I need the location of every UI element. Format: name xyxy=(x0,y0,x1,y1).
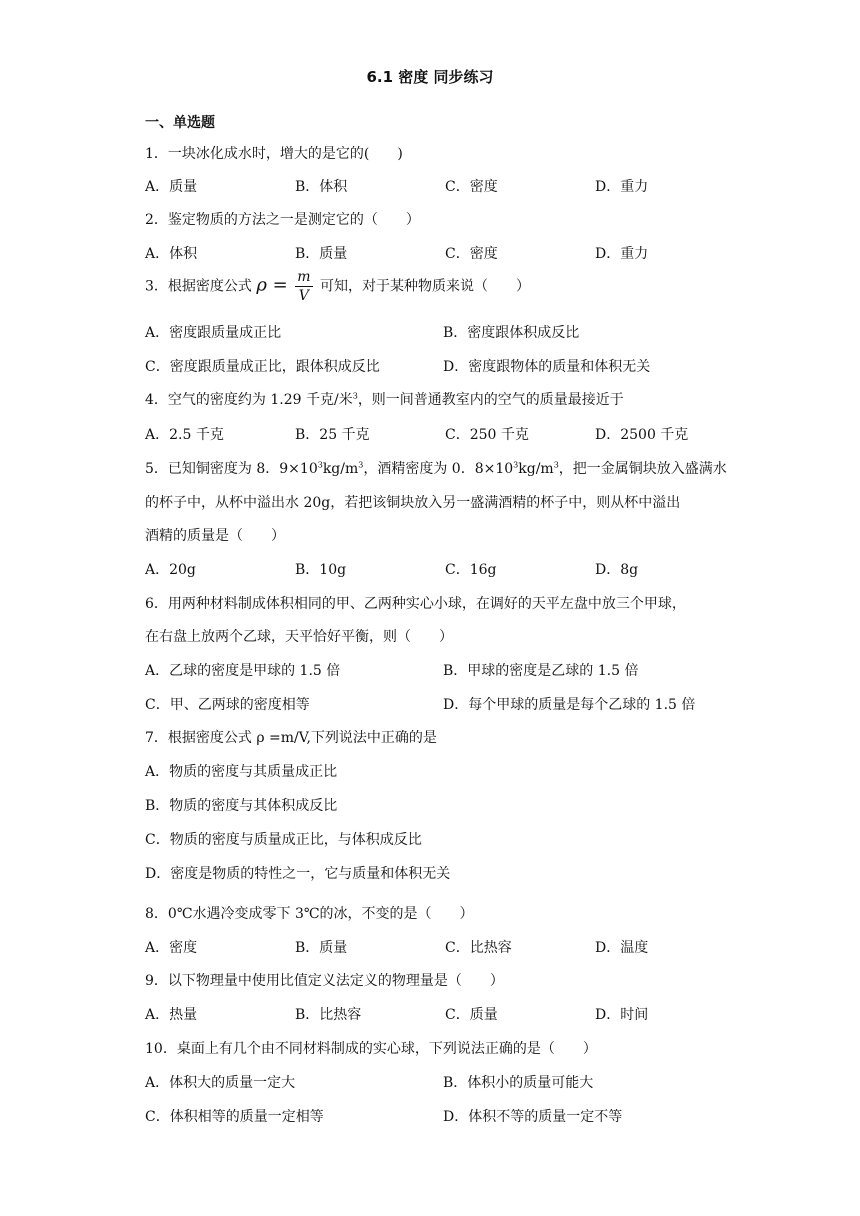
option-c[interactable]: C．16g xyxy=(445,562,497,578)
question-6 xyxy=(145,593,686,613)
option-d[interactable]: D．重力 xyxy=(595,179,649,195)
question-text-continued: ，把一金属铜块放入盛满水 xyxy=(558,461,727,477)
option-b[interactable]: B．10g xyxy=(295,562,347,578)
option-c[interactable]: C．物质的密度与质量成正比，与体积成反比 xyxy=(145,832,422,848)
option-d[interactable]: D．8g xyxy=(595,562,639,578)
question-2-options xyxy=(145,243,745,263)
question-6-options-row-1 xyxy=(145,660,745,680)
option-d[interactable]: D．2500 千克 xyxy=(595,427,689,443)
question-7 xyxy=(145,727,437,747)
option-b[interactable]: B．质量 xyxy=(295,246,348,262)
question-3 xyxy=(145,268,530,305)
question-number: 10． xyxy=(145,1041,177,1057)
question-number: 6． xyxy=(145,596,168,612)
question-text: 以下物理量中使用比值定义法定义的物理量是（ ） xyxy=(167,973,504,989)
option-a[interactable]: A．质量 xyxy=(145,179,198,195)
question-text: 空气的密度约为 1.29 千克/米 xyxy=(167,392,353,408)
option-a[interactable]: A．体积大的质量一定大 xyxy=(145,1075,296,1091)
option-d[interactable]: D．密度是物质的特性之一，它与质量和体积无关 xyxy=(145,866,451,882)
question-2 xyxy=(145,209,420,229)
option-a[interactable]: A．乙球的密度是甲球的 1.5 倍 xyxy=(145,663,341,679)
question-3-options-row-1 xyxy=(145,322,745,342)
question-1-options xyxy=(145,176,745,196)
superscript: 3 xyxy=(317,460,323,470)
option-b[interactable]: B．质量 xyxy=(295,940,348,956)
option-a[interactable]: A．物质的密度与其质量成正比 xyxy=(145,764,338,780)
option-d[interactable]: D．密度跟物体的质量和体积无关 xyxy=(443,359,651,375)
option-b[interactable]: B．比热容 xyxy=(295,1007,362,1023)
question-number: 7． xyxy=(145,730,168,746)
question-8-options xyxy=(145,937,745,957)
option-a[interactable]: A．20g xyxy=(145,562,196,578)
question-6-options-row-2 xyxy=(145,694,745,714)
option-b[interactable]: B．体积 xyxy=(295,179,348,195)
option-d[interactable]: D．温度 xyxy=(595,940,649,956)
question-10-options-row-1 xyxy=(145,1072,745,1092)
option-d[interactable]: D．时间 xyxy=(595,1007,649,1023)
option-b[interactable]: B．体积小的质量可能大 xyxy=(443,1075,594,1091)
density-formula-fraction xyxy=(295,268,312,305)
question-5-line-2: 的杯子中，从杯中溢出水 20g，若把该铜块放入另一盛满酒精的杯子中，则从杯中溢出 xyxy=(145,495,681,511)
question-text: 桌面上有几个由不同材料制成的实心球，下列说法正确的是（ ） xyxy=(176,1041,597,1057)
option-a[interactable]: A．体积 xyxy=(145,246,198,262)
option-c[interactable]: C．质量 xyxy=(445,1007,498,1023)
question-text-continued: ，酒精密度为 0．8×10 xyxy=(363,461,514,477)
option-c[interactable]: C．250 千克 xyxy=(445,427,529,443)
question-number: 5． xyxy=(145,461,168,477)
question-text-continued: ，则一间普通教室内的空气的质量最接近于 xyxy=(357,392,624,408)
question-number: 3． xyxy=(145,278,168,295)
question-text: 已知铜密度为 8．9×10 xyxy=(167,461,318,477)
question-10-options-row-2 xyxy=(145,1106,745,1126)
question-9-options xyxy=(145,1004,745,1024)
question-text: 根据密度公式 ρ =m/V,下列说法中正确的是 xyxy=(167,730,437,746)
question-number: 9． xyxy=(145,973,168,989)
question-text: 用两种材料制成体积相同的甲、乙两种实心小球，在调好的天平左盘中放三个甲球， xyxy=(167,596,686,612)
question-5 xyxy=(145,458,727,478)
question-8 xyxy=(145,903,474,923)
density-formula-rho: ρ = xyxy=(256,274,288,296)
superscript: 3 xyxy=(352,391,358,401)
option-a[interactable]: A．热量 xyxy=(145,1007,198,1023)
option-c[interactable]: C．比热容 xyxy=(445,940,512,956)
question-text: 鉴定物质的方法之一是测定它的（ ） xyxy=(167,212,420,228)
fraction-numerator: m xyxy=(297,269,311,285)
option-c[interactable]: C．体积相等的质量一定相等 xyxy=(145,1109,324,1125)
option-c[interactable]: C．密度 xyxy=(445,179,498,195)
fraction-denominator: V xyxy=(298,288,309,304)
question-number: 2． xyxy=(145,212,168,228)
option-b[interactable]: B．甲球的密度是乙球的 1.5 倍 xyxy=(443,663,639,679)
question-9 xyxy=(145,970,504,990)
question-4 xyxy=(145,389,624,409)
unit-text: kg/m xyxy=(322,461,359,477)
question-1 xyxy=(145,143,403,163)
question-5-options xyxy=(145,559,745,579)
question-text: 一块冰化成水时，增大的是它的( ) xyxy=(167,146,403,162)
option-c[interactable]: C．密度 xyxy=(445,246,498,262)
question-text: 0℃水遇冷变成零下 3℃的冰，不变的是（ ） xyxy=(167,906,474,922)
option-d[interactable]: D．体积不等的质量一定不等 xyxy=(443,1109,623,1125)
question-4-options xyxy=(145,424,745,444)
option-c[interactable]: C．密度跟质量成正比，跟体积成反比 xyxy=(145,359,380,375)
question-3-options-row-2 xyxy=(145,356,745,376)
question-5-line-3: 酒精的质量是（ ） xyxy=(145,528,285,544)
section-heading: 一、单选题 xyxy=(145,115,215,131)
page-title: 6.1 密度 同步练习 xyxy=(366,68,494,86)
question-number: 1． xyxy=(145,146,168,162)
option-a[interactable]: A．2.5 千克 xyxy=(145,427,224,443)
unit-text: kg/m xyxy=(518,461,554,477)
option-b[interactable]: B．密度跟体积成反比 xyxy=(443,325,580,341)
question-6-line-2: 在右盘上放两个乙球，天平恰好平衡，则（ ） xyxy=(145,629,453,645)
question-text: 根据密度公式 xyxy=(167,278,252,295)
superscript: 3 xyxy=(513,460,519,470)
option-b[interactable]: B．25 千克 xyxy=(295,427,370,443)
option-a[interactable]: A．密度跟质量成正比 xyxy=(145,325,282,341)
option-b[interactable]: B．物质的密度与其体积成反比 xyxy=(145,798,338,814)
question-number: 4． xyxy=(145,392,168,408)
option-c[interactable]: C．甲、乙两球的密度相等 xyxy=(145,697,310,713)
superscript: 3 xyxy=(358,460,364,470)
question-10 xyxy=(145,1038,597,1058)
question-number: 8． xyxy=(145,906,168,922)
superscript: 3 xyxy=(553,460,559,470)
option-d[interactable]: D．重力 xyxy=(595,246,649,262)
option-a[interactable]: A．密度 xyxy=(145,940,198,956)
question-text-continued: 可知，对于某种物质来说（ ） xyxy=(319,278,530,295)
option-d[interactable]: D．每个甲球的质量是每个乙球的 1.5 倍 xyxy=(443,697,696,713)
